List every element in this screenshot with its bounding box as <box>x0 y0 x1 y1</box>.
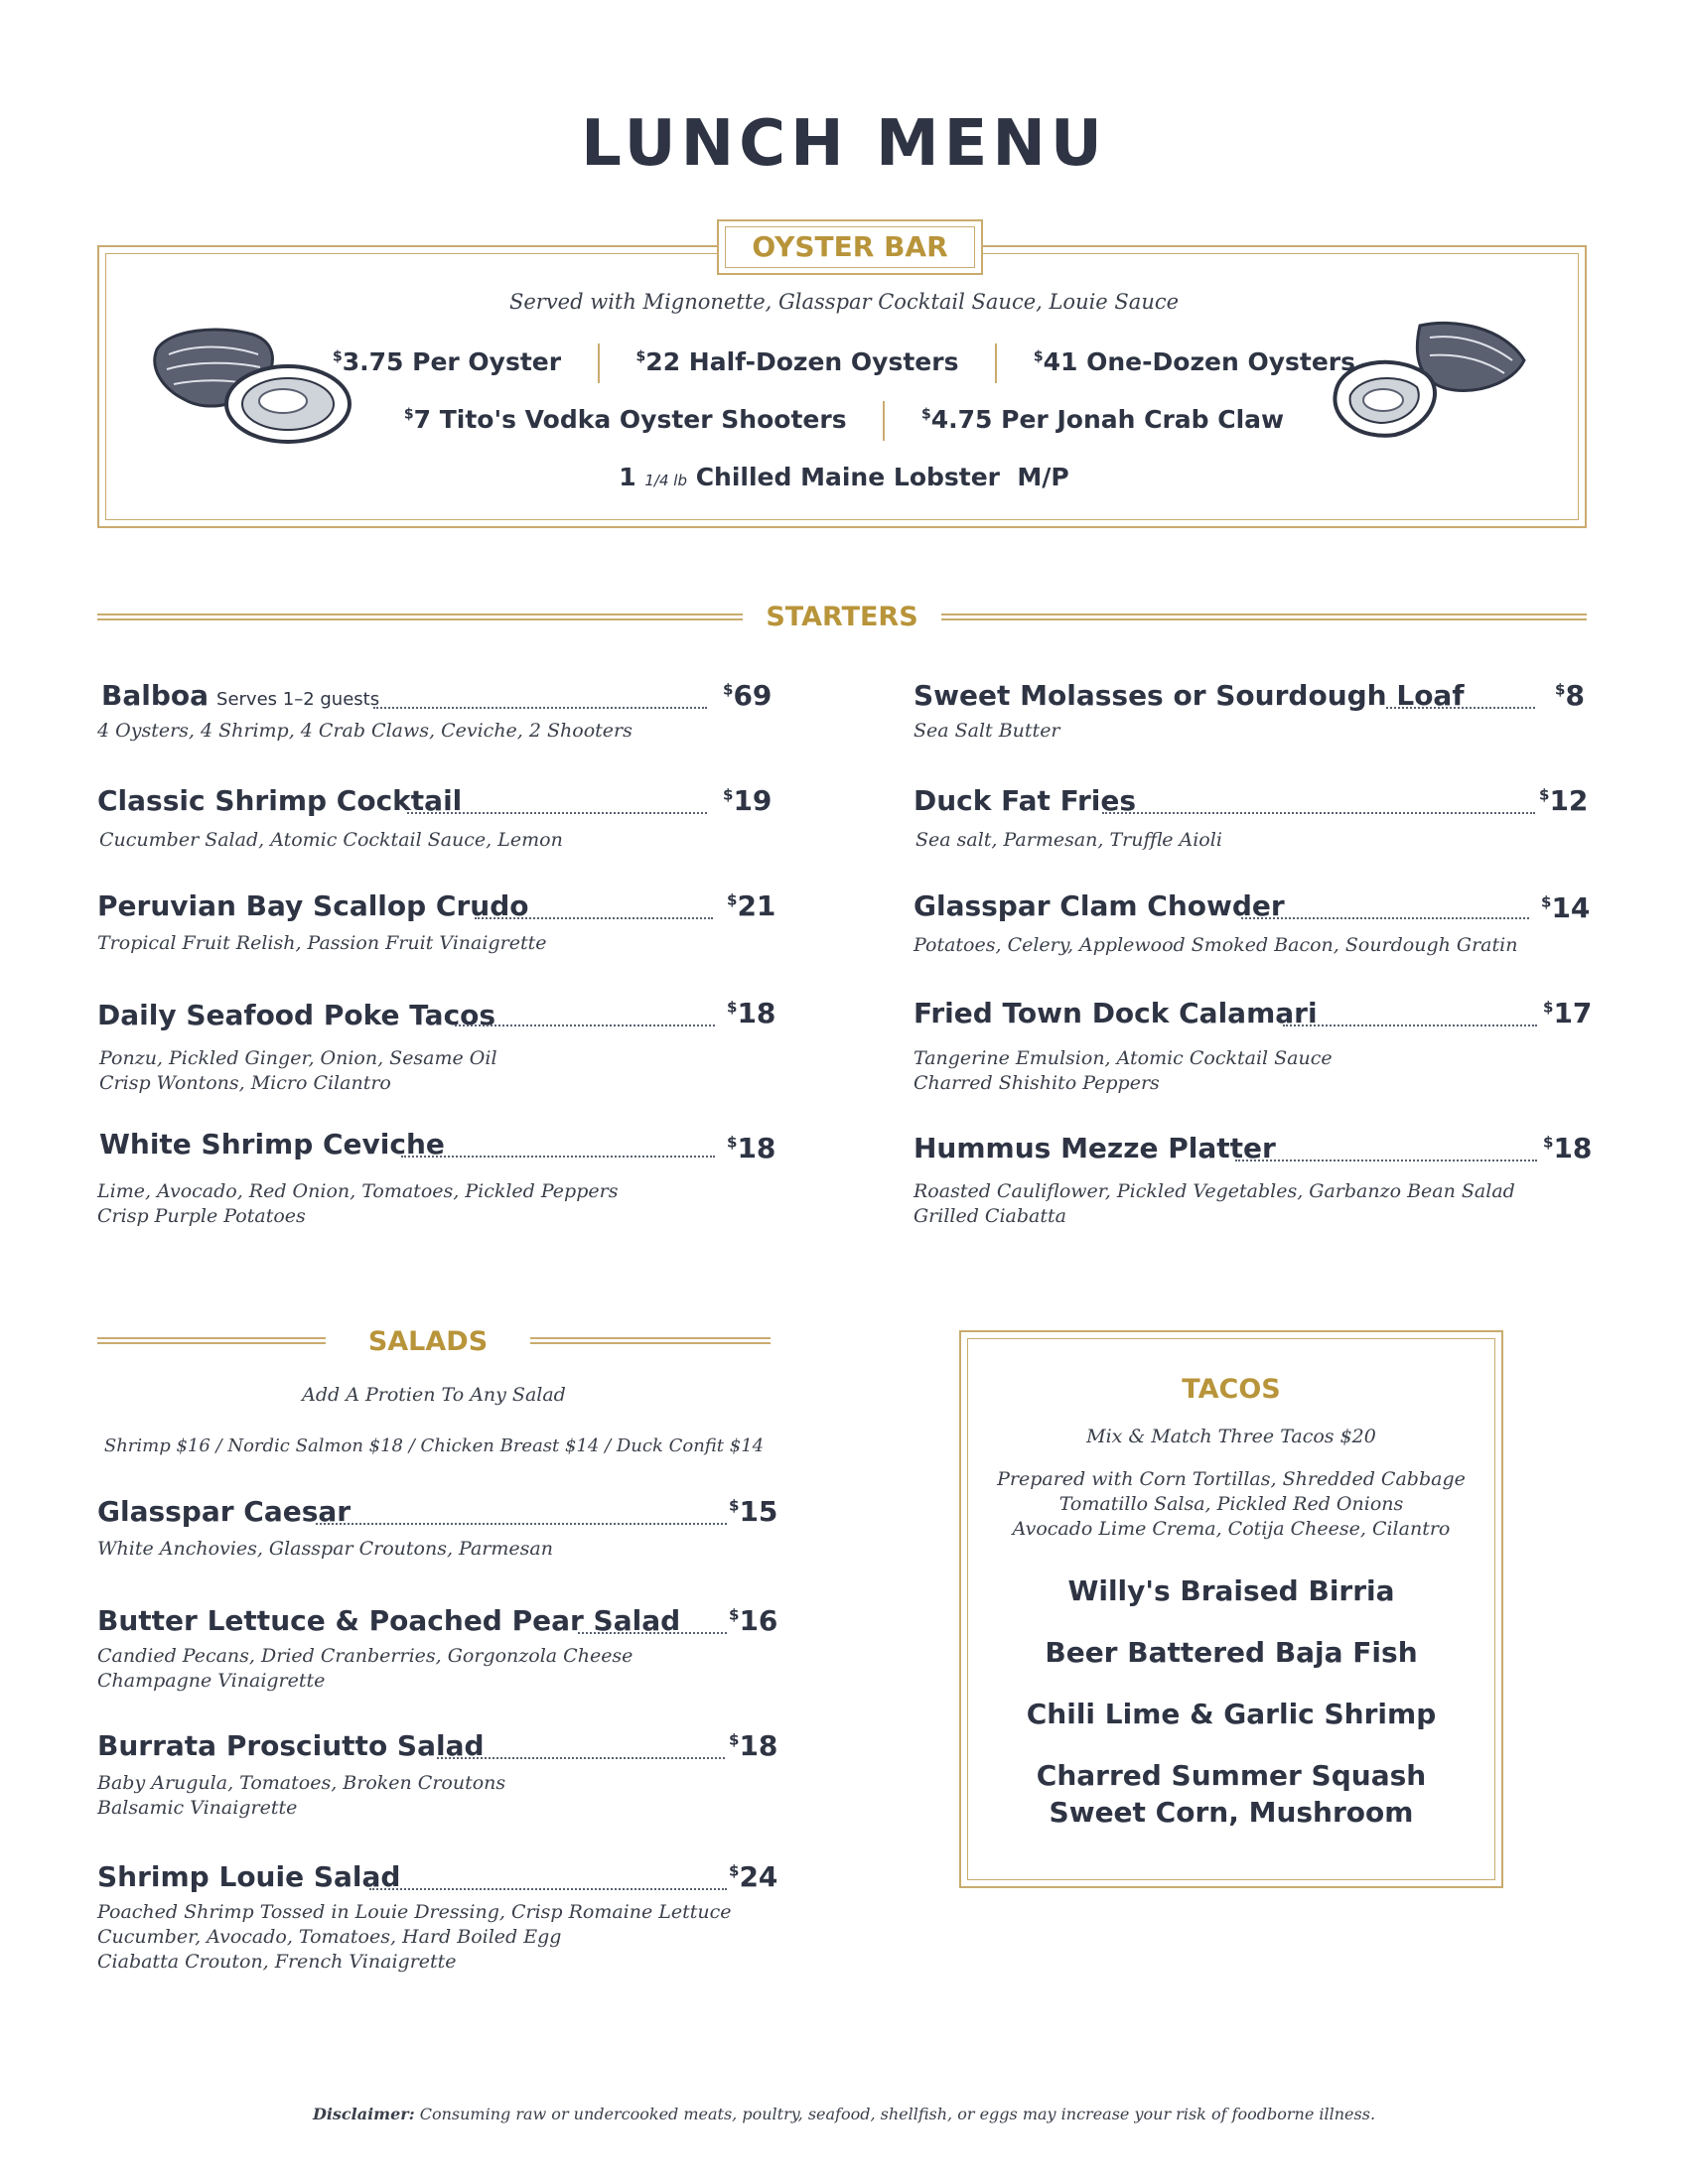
menu-item-description: Potatoes, Celery, Applewood Smoked Bacon, Sourdough Gratin <box>914 934 1518 956</box>
divider <box>598 343 600 383</box>
dot-leader <box>455 1024 715 1026</box>
oyster-price-item: $22 Half-Dozen Oysters <box>635 347 959 376</box>
oyster-price-row <box>0 343 1688 383</box>
menu-item-name: Sweet Molasses or Sourdough Loaf <box>914 679 1465 712</box>
oyster-bar-heading: OYSTER BAR <box>725 226 975 268</box>
dot-leader <box>1283 1024 1537 1026</box>
dot-leader <box>475 917 713 919</box>
menu-item-description: Tropical Fruit Relish, Passion Fruit Vinaigrette <box>97 932 547 954</box>
divider <box>995 343 997 383</box>
menu-item-price: $14 <box>1541 891 1591 924</box>
taco-item: Willy's Braised Birria <box>1067 1574 1395 1607</box>
menu-item-description: Poached Shrimp Tossed in Louie Dressing, Crisp Romaine Lettuce Cucumber, Avocado, Tomatoes, Hard Boiled Egg Ciabatta Crouton, French Vinaigrette <box>97 1901 732 1973</box>
menu-item-price: $18 <box>729 1729 778 1762</box>
salads-heading: SALADS <box>367 1326 489 1357</box>
menu-item-description: Roasted Cauliflower, Pickled Vegetables, Garbanzo Bean Salad Grilled Ciabatta <box>914 1180 1515 1227</box>
menu-item-price: $17 <box>1543 997 1593 1029</box>
menu-item-description: Sea salt, Parmesan, Truffle Aioli <box>915 829 1222 851</box>
salads-proteins: Shrimp $16 / Nordic Salmon $18 / Chicken Breast $14 / Duck Confit $14 <box>103 1435 765 1456</box>
oyster-price-item: $7 Tito's Vodka Oyster Shooters <box>403 405 847 434</box>
menu-item-price: $19 <box>723 784 773 817</box>
divider <box>530 1337 771 1344</box>
menu-item-price: $8 <box>1555 679 1585 712</box>
taco-item: Beer Battered Baja Fish <box>1045 1636 1418 1669</box>
divider <box>941 614 1587 620</box>
menu-item-name: Glasspar Clam Chowder <box>914 889 1285 922</box>
menu-item-price: $21 <box>727 889 776 922</box>
oyster-price-item: $4.75 Per Jonah Crab Claw <box>921 405 1285 434</box>
menu-item-name: Fried Town Dock Calamari <box>914 997 1318 1029</box>
menu-item-price: $24 <box>729 1860 778 1893</box>
menu-item-description: Tangerine Emulsion, Atomic Cocktail Sauce Charred Shishito Peppers <box>914 1047 1333 1094</box>
dot-leader <box>578 1632 727 1634</box>
menu-item-price: $18 <box>727 1132 776 1164</box>
menu-item-price: $15 <box>729 1495 778 1528</box>
oyster-bar-subtitle: Served with Mignonette, Glasspar Cocktail Sauce, Louie Sauce <box>508 290 1180 314</box>
menu-item-name: Duck Fat Fries <box>914 784 1137 817</box>
menu-item-description: Lime, Avocado, Red Onion, Tomatoes, Pickled Peppers Crisp Purple Potatoes <box>97 1180 619 1227</box>
menu-item-name: Daily Seafood Poke Tacos <box>97 999 496 1031</box>
page-title: LUNCH MENU <box>581 107 1107 181</box>
menu-item-description: Baby Arugula, Tomatoes, Broken Croutons Balsamic Vinaigrette <box>97 1772 506 1819</box>
divider <box>97 1337 326 1344</box>
dot-leader <box>437 1757 725 1759</box>
menu-item-name: Glasspar Caesar <box>97 1495 352 1528</box>
menu-item-description: Sea Salt Butter <box>914 720 1060 742</box>
menu-item-price: $12 <box>1539 784 1589 817</box>
salads-note: Add A Protien To Any Salad <box>302 1384 566 1406</box>
oyster-price-row <box>0 401 1688 441</box>
divider <box>97 614 743 620</box>
dot-leader <box>316 1523 727 1525</box>
menu-item-name: Peruvian Bay Scallop Crudo <box>97 889 529 922</box>
menu-item-price: $18 <box>727 997 776 1029</box>
dot-leader <box>1386 707 1535 709</box>
menu-item-description: 4 Oysters, 4 Shrimp, 4 Crab Claws, Ceviche, 2 Shooters <box>97 720 633 742</box>
tacos-deal: Mix & Match Three Tacos $20 <box>1086 1426 1376 1447</box>
menu-item-name: White Shrimp Ceviche <box>99 1128 445 1160</box>
dot-leader <box>1235 1160 1537 1161</box>
menu-item-price: $18 <box>1543 1132 1593 1164</box>
starters-heading: STARTERS <box>766 602 918 632</box>
dot-leader <box>369 1888 727 1890</box>
menu-item-name: Butter Lettuce & Poached Pear Salad <box>97 1604 681 1637</box>
menu-item-price: $16 <box>729 1604 778 1637</box>
divider <box>883 401 885 441</box>
menu-item-name: Balboa Serves 1–2 guests <box>101 679 380 712</box>
disclaimer: Disclaimer: Consuming raw or undercooked meats, poultry, seafood, shellfish, or eggs may increase your risk of foodborne illness. <box>312 2105 1376 2123</box>
menu-item-description: White Anchovies, Glasspar Croutons, Parmesan <box>97 1538 553 1560</box>
menu-item-price: $69 <box>723 679 773 712</box>
dot-leader <box>401 1156 715 1158</box>
dot-leader <box>407 812 707 814</box>
dot-leader <box>373 707 707 709</box>
tacos-prep-description: Prepared with Corn Tortillas, Shredded Cabbage Tomatillo Salsa, Pickled Red Onions Avocado Lime Crema, Cotija Cheese, Cilantro <box>997 1468 1466 1540</box>
taco-item: Charred Summer Squash Sweet Corn, Mushroom <box>1036 1759 1427 1829</box>
tacos-heading: TACOS <box>1182 1374 1281 1405</box>
lobster-item: 1 1/4 lb Chilled Maine Lobster M/P <box>619 463 1069 491</box>
menu-item-description: Candied Pecans, Dried Cranberries, Gorgonzola Cheese Champagne Vinaigrette <box>97 1645 633 1692</box>
dot-leader <box>1102 812 1535 814</box>
menu-item-name: Burrata Prosciutto Salad <box>97 1729 485 1762</box>
menu-item-description: Ponzu, Pickled Ginger, Onion, Sesame Oil Crisp Wontons, Micro Cilantro <box>99 1047 497 1094</box>
dot-leader <box>1241 917 1529 919</box>
menu-item-name: Hummus Mezze Platter <box>914 1132 1276 1164</box>
menu-item-name: Classic Shrimp Cocktail <box>97 784 463 817</box>
menu-item-description: Cucumber Salad, Atomic Cocktail Sauce, Lemon <box>99 829 563 851</box>
oyster-price-item: $41 One-Dozen Oysters <box>1033 347 1355 376</box>
menu-item-name: Shrimp Louie Salad <box>97 1860 401 1893</box>
oyster-price-item: $3.75 Per Oyster <box>332 347 562 376</box>
taco-item: Chili Lime & Garlic Shrimp <box>1026 1698 1437 1730</box>
